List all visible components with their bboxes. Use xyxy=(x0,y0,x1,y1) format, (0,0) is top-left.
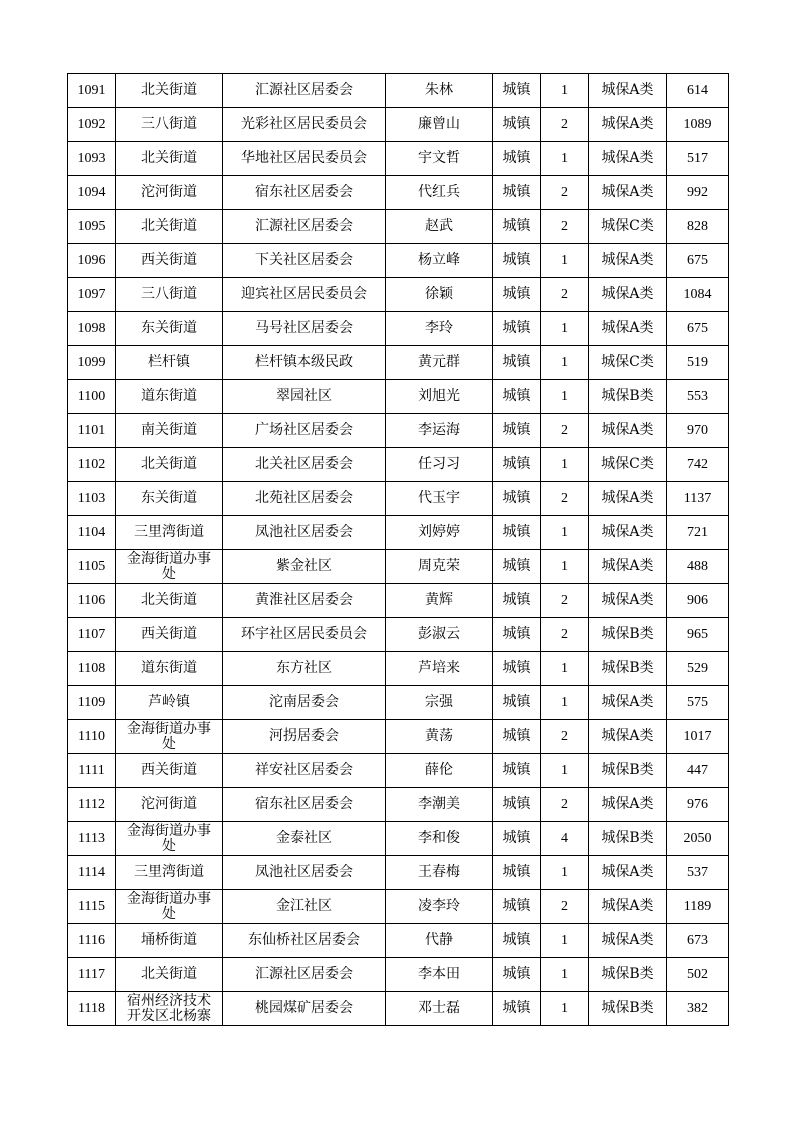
cell-serial-number: 1117 xyxy=(68,958,116,992)
cell-area-type: 城镇 xyxy=(493,482,541,516)
cell-street-line: 处 xyxy=(162,565,176,582)
cell-area-type: 城镇 xyxy=(493,618,541,652)
cell-community: 紫金社区 xyxy=(223,550,386,584)
cell-category: 城保B类 xyxy=(589,822,667,856)
table-row xyxy=(68,210,729,244)
cell-street: 三八街道 xyxy=(116,108,223,142)
cell-person-name: 王春梅 xyxy=(386,856,493,890)
cell-area-type: 城镇 xyxy=(493,380,541,414)
cell-area-type: 城镇 xyxy=(493,754,541,788)
cell-person-name: 杨立峰 xyxy=(386,244,493,278)
cell-household-count: 1 xyxy=(541,244,589,278)
cell-street: 北关街道 xyxy=(116,74,223,108)
cell-serial-number: 1092 xyxy=(68,108,116,142)
cell-area-type: 城镇 xyxy=(493,244,541,278)
cell-community: 下关社区居委会 xyxy=(223,244,386,278)
cell-serial-number: 1094 xyxy=(68,176,116,210)
cell-person-name: 徐颖 xyxy=(386,278,493,312)
cell-serial-number: 1093 xyxy=(68,142,116,176)
cell-category: 城保A类 xyxy=(589,74,667,108)
cell-street-line: 处 xyxy=(162,735,176,752)
cell-category: 城保A类 xyxy=(589,142,667,176)
cell-street: 北关街道 xyxy=(116,142,223,176)
cell-community: 东方社区 xyxy=(223,652,386,686)
cell-street: 北关街道 xyxy=(116,958,223,992)
cell-community: 凤池社区居委会 xyxy=(223,856,386,890)
cell-community: 环宇社区居民委员会 xyxy=(223,618,386,652)
cell-area-type: 城镇 xyxy=(493,584,541,618)
cell-serial-number: 1091 xyxy=(68,74,116,108)
table-row xyxy=(68,346,729,380)
cell-amount: 906 xyxy=(667,584,729,618)
cell-serial-number: 1096 xyxy=(68,244,116,278)
cell-category: 城保B类 xyxy=(589,652,667,686)
cell-serial-number: 1112 xyxy=(68,788,116,822)
cell-community: 翠园社区 xyxy=(223,380,386,414)
cell-street-line: 金海街道办事 xyxy=(127,550,211,567)
cell-street xyxy=(116,720,223,754)
cell-household-count: 1 xyxy=(541,142,589,176)
cell-category: 城保A类 xyxy=(589,278,667,312)
cell-community: 东仙桥社区居委会 xyxy=(223,924,386,958)
cell-area-type: 城镇 xyxy=(493,686,541,720)
cell-person-name: 芦培来 xyxy=(386,652,493,686)
cell-community: 祥安社区居委会 xyxy=(223,754,386,788)
table-row xyxy=(68,618,729,652)
cell-category: 城保A类 xyxy=(589,686,667,720)
cell-area-type: 城镇 xyxy=(493,278,541,312)
cell-person-name: 刘旭光 xyxy=(386,380,493,414)
cell-household-count: 1 xyxy=(541,346,589,380)
cell-serial-number: 1102 xyxy=(68,448,116,482)
cell-category: 城保A类 xyxy=(589,584,667,618)
cell-street-line: 金海街道办事 xyxy=(127,720,211,737)
cell-household-count: 1 xyxy=(541,550,589,584)
cell-household-count: 2 xyxy=(541,618,589,652)
cell-street xyxy=(116,550,223,584)
table-row xyxy=(68,788,729,822)
cell-person-name: 黄辉 xyxy=(386,584,493,618)
cell-amount: 488 xyxy=(667,550,729,584)
cell-category: 城保A类 xyxy=(589,890,667,924)
cell-household-count: 2 xyxy=(541,108,589,142)
cell-area-type: 城镇 xyxy=(493,210,541,244)
cell-household-count: 1 xyxy=(541,924,589,958)
cell-serial-number: 1101 xyxy=(68,414,116,448)
table-row xyxy=(68,720,729,754)
cell-community: 河拐居委会 xyxy=(223,720,386,754)
cell-amount: 970 xyxy=(667,414,729,448)
cell-serial-number: 1100 xyxy=(68,380,116,414)
cell-serial-number: 1098 xyxy=(68,312,116,346)
cell-community: 沱南居委会 xyxy=(223,686,386,720)
cell-serial-number: 1114 xyxy=(68,856,116,890)
cell-household-count: 4 xyxy=(541,822,589,856)
cell-serial-number: 1116 xyxy=(68,924,116,958)
cell-category: 城保A类 xyxy=(589,856,667,890)
cell-street: 北关街道 xyxy=(116,210,223,244)
cell-street: 西关街道 xyxy=(116,244,223,278)
cell-household-count: 1 xyxy=(541,686,589,720)
cell-category: 城保B类 xyxy=(589,754,667,788)
cell-amount: 1089 xyxy=(667,108,729,142)
table-row xyxy=(68,380,729,414)
cell-person-name: 代玉宇 xyxy=(386,482,493,516)
table-row xyxy=(68,890,729,924)
cell-category: 城保A类 xyxy=(589,720,667,754)
cell-area-type: 城镇 xyxy=(493,992,541,1026)
cell-area-type: 城镇 xyxy=(493,890,541,924)
cell-amount: 517 xyxy=(667,142,729,176)
cell-amount: 382 xyxy=(667,992,729,1026)
cell-serial-number: 1103 xyxy=(68,482,116,516)
cell-serial-number: 1099 xyxy=(68,346,116,380)
relief-roster-table xyxy=(67,73,729,1026)
cell-area-type: 城镇 xyxy=(493,788,541,822)
cell-household-count: 1 xyxy=(541,958,589,992)
cell-amount: 721 xyxy=(667,516,729,550)
cell-serial-number: 1104 xyxy=(68,516,116,550)
cell-category: 城保A类 xyxy=(589,924,667,958)
cell-serial-number: 1097 xyxy=(68,278,116,312)
cell-household-count: 2 xyxy=(541,278,589,312)
cell-community: 华地社区居民委员会 xyxy=(223,142,386,176)
cell-person-name: 刘婷婷 xyxy=(386,516,493,550)
table-row xyxy=(68,856,729,890)
cell-household-count: 2 xyxy=(541,584,589,618)
cell-household-count: 1 xyxy=(541,74,589,108)
cell-person-name: 邓士磊 xyxy=(386,992,493,1026)
cell-area-type: 城镇 xyxy=(493,720,541,754)
cell-area-type: 城镇 xyxy=(493,652,541,686)
table-row xyxy=(68,176,729,210)
cell-household-count: 2 xyxy=(541,414,589,448)
cell-household-count: 1 xyxy=(541,448,589,482)
cell-area-type: 城镇 xyxy=(493,414,541,448)
cell-amount: 1189 xyxy=(667,890,729,924)
cell-category: 城保A类 xyxy=(589,244,667,278)
cell-area-type: 城镇 xyxy=(493,822,541,856)
cell-category: 城保B类 xyxy=(589,958,667,992)
cell-street: 埇桥街道 xyxy=(116,924,223,958)
cell-street: 西关街道 xyxy=(116,618,223,652)
cell-category: 城保A类 xyxy=(589,516,667,550)
cell-person-name: 宇文哲 xyxy=(386,142,493,176)
table-row xyxy=(68,312,729,346)
cell-street: 沱河街道 xyxy=(116,788,223,822)
cell-serial-number: 1105 xyxy=(68,550,116,584)
cell-area-type: 城镇 xyxy=(493,108,541,142)
table-row xyxy=(68,414,729,448)
cell-amount: 828 xyxy=(667,210,729,244)
cell-area-type: 城镇 xyxy=(493,958,541,992)
cell-amount: 675 xyxy=(667,244,729,278)
cell-amount: 1084 xyxy=(667,278,729,312)
cell-street-line: 开发区北杨寨 xyxy=(127,1007,211,1024)
table-row xyxy=(68,924,729,958)
cell-household-count: 1 xyxy=(541,312,589,346)
cell-street-line: 处 xyxy=(162,837,176,854)
cell-person-name: 周克荣 xyxy=(386,550,493,584)
cell-amount: 553 xyxy=(667,380,729,414)
table-row xyxy=(68,108,729,142)
cell-street xyxy=(116,890,223,924)
cell-community: 广场社区居委会 xyxy=(223,414,386,448)
table-row xyxy=(68,278,729,312)
cell-person-name: 黄元群 xyxy=(386,346,493,380)
cell-street-line: 处 xyxy=(162,905,176,922)
cell-area-type: 城镇 xyxy=(493,142,541,176)
cell-person-name: 黄荡 xyxy=(386,720,493,754)
cell-amount: 1137 xyxy=(667,482,729,516)
table-row xyxy=(68,244,729,278)
cell-community: 宿东社区居委会 xyxy=(223,788,386,822)
cell-amount: 447 xyxy=(667,754,729,788)
cell-amount: 992 xyxy=(667,176,729,210)
cell-amount: 675 xyxy=(667,312,729,346)
cell-serial-number: 1109 xyxy=(68,686,116,720)
cell-street: 栏杆镇 xyxy=(116,346,223,380)
cell-person-name: 代静 xyxy=(386,924,493,958)
cell-community: 汇源社区居委会 xyxy=(223,74,386,108)
cell-category: 城保B类 xyxy=(589,992,667,1026)
table-row xyxy=(68,448,729,482)
cell-area-type: 城镇 xyxy=(493,856,541,890)
cell-household-count: 2 xyxy=(541,890,589,924)
cell-person-name: 李本田 xyxy=(386,958,493,992)
cell-household-count: 1 xyxy=(541,992,589,1026)
cell-area-type: 城镇 xyxy=(493,550,541,584)
cell-serial-number: 1108 xyxy=(68,652,116,686)
cell-amount: 1017 xyxy=(667,720,729,754)
cell-amount: 529 xyxy=(667,652,729,686)
cell-amount: 673 xyxy=(667,924,729,958)
table-row xyxy=(68,992,729,1026)
cell-street: 三里湾街道 xyxy=(116,856,223,890)
cell-community: 栏杆镇本级民政 xyxy=(223,346,386,380)
table-row xyxy=(68,754,729,788)
cell-category: 城保C类 xyxy=(589,346,667,380)
cell-household-count: 2 xyxy=(541,176,589,210)
table-row xyxy=(68,142,729,176)
cell-category: 城保A类 xyxy=(589,312,667,346)
cell-household-count: 1 xyxy=(541,516,589,550)
cell-area-type: 城镇 xyxy=(493,346,541,380)
table-row xyxy=(68,74,729,108)
cell-household-count: 2 xyxy=(541,210,589,244)
cell-category: 城保A类 xyxy=(589,788,667,822)
cell-community: 迎宾社区居民委员会 xyxy=(223,278,386,312)
cell-amount: 976 xyxy=(667,788,729,822)
cell-household-count: 1 xyxy=(541,652,589,686)
cell-amount: 614 xyxy=(667,74,729,108)
cell-street: 北关街道 xyxy=(116,584,223,618)
cell-community: 马号社区居委会 xyxy=(223,312,386,346)
table-row xyxy=(68,652,729,686)
cell-community: 北苑社区居委会 xyxy=(223,482,386,516)
cell-person-name: 凌李玲 xyxy=(386,890,493,924)
cell-household-count: 2 xyxy=(541,720,589,754)
cell-community: 汇源社区居委会 xyxy=(223,210,386,244)
cell-person-name: 代红兵 xyxy=(386,176,493,210)
cell-category: 城保C类 xyxy=(589,210,667,244)
cell-street xyxy=(116,822,223,856)
cell-serial-number: 1107 xyxy=(68,618,116,652)
table-row xyxy=(68,686,729,720)
table-row xyxy=(68,958,729,992)
cell-street: 三八街道 xyxy=(116,278,223,312)
cell-area-type: 城镇 xyxy=(493,74,541,108)
cell-amount: 502 xyxy=(667,958,729,992)
table-row xyxy=(68,550,729,584)
cell-street-line: 金海街道办事 xyxy=(127,890,211,907)
cell-person-name: 赵武 xyxy=(386,210,493,244)
cell-person-name: 宗强 xyxy=(386,686,493,720)
cell-serial-number: 1115 xyxy=(68,890,116,924)
table-row xyxy=(68,822,729,856)
cell-serial-number: 1095 xyxy=(68,210,116,244)
table-row xyxy=(68,516,729,550)
cell-community: 北关社区居委会 xyxy=(223,448,386,482)
cell-street: 道东街道 xyxy=(116,380,223,414)
cell-category: 城保A类 xyxy=(589,414,667,448)
cell-community: 黄淮社区居委会 xyxy=(223,584,386,618)
cell-serial-number: 1110 xyxy=(68,720,116,754)
table-row xyxy=(68,482,729,516)
cell-amount: 965 xyxy=(667,618,729,652)
cell-community: 金泰社区 xyxy=(223,822,386,856)
cell-person-name: 彭淑云 xyxy=(386,618,493,652)
cell-category: 城保A类 xyxy=(589,108,667,142)
cell-serial-number: 1106 xyxy=(68,584,116,618)
cell-street: 东关街道 xyxy=(116,312,223,346)
cell-street: 西关街道 xyxy=(116,754,223,788)
cell-household-count: 2 xyxy=(541,788,589,822)
cell-category: 城保A类 xyxy=(589,550,667,584)
cell-street: 道东街道 xyxy=(116,652,223,686)
cell-street: 芦岭镇 xyxy=(116,686,223,720)
cell-person-name: 李运海 xyxy=(386,414,493,448)
cell-amount: 519 xyxy=(667,346,729,380)
cell-community: 汇源社区居委会 xyxy=(223,958,386,992)
cell-area-type: 城镇 xyxy=(493,448,541,482)
cell-amount: 2050 xyxy=(667,822,729,856)
cell-category: 城保C类 xyxy=(589,448,667,482)
cell-street xyxy=(116,992,223,1026)
cell-category: 城保B类 xyxy=(589,618,667,652)
cell-street: 东关街道 xyxy=(116,482,223,516)
cell-area-type: 城镇 xyxy=(493,312,541,346)
cell-serial-number: 1113 xyxy=(68,822,116,856)
cell-community: 金江社区 xyxy=(223,890,386,924)
cell-community: 凤池社区居委会 xyxy=(223,516,386,550)
cell-community: 桃园煤矿居委会 xyxy=(223,992,386,1026)
cell-community: 宿东社区居委会 xyxy=(223,176,386,210)
cell-street: 北关街道 xyxy=(116,448,223,482)
cell-person-name: 薛伦 xyxy=(386,754,493,788)
cell-serial-number: 1118 xyxy=(68,992,116,1026)
cell-person-name: 李和俊 xyxy=(386,822,493,856)
cell-person-name: 廉曾山 xyxy=(386,108,493,142)
cell-category: 城保A类 xyxy=(589,482,667,516)
cell-person-name: 李潮美 xyxy=(386,788,493,822)
cell-amount: 537 xyxy=(667,856,729,890)
cell-household-count: 1 xyxy=(541,380,589,414)
cell-street-line: 宿州经济技术 xyxy=(127,992,211,1009)
cell-person-name: 任习习 xyxy=(386,448,493,482)
cell-category: 城保A类 xyxy=(589,176,667,210)
cell-serial-number: 1111 xyxy=(68,754,116,788)
cell-street-line: 金海街道办事 xyxy=(127,822,211,839)
cell-street: 三里湾街道 xyxy=(116,516,223,550)
cell-person-name: 朱林 xyxy=(386,74,493,108)
cell-street: 南关街道 xyxy=(116,414,223,448)
cell-household-count: 2 xyxy=(541,482,589,516)
cell-area-type: 城镇 xyxy=(493,924,541,958)
cell-amount: 575 xyxy=(667,686,729,720)
table-body xyxy=(68,74,729,1026)
cell-area-type: 城镇 xyxy=(493,516,541,550)
cell-person-name: 李玲 xyxy=(386,312,493,346)
table-row xyxy=(68,584,729,618)
cell-category: 城保B类 xyxy=(589,380,667,414)
cell-household-count: 1 xyxy=(541,856,589,890)
cell-household-count: 1 xyxy=(541,754,589,788)
cell-community: 光彩社区居民委员会 xyxy=(223,108,386,142)
cell-area-type: 城镇 xyxy=(493,176,541,210)
cell-street: 沱河街道 xyxy=(116,176,223,210)
cell-amount: 742 xyxy=(667,448,729,482)
